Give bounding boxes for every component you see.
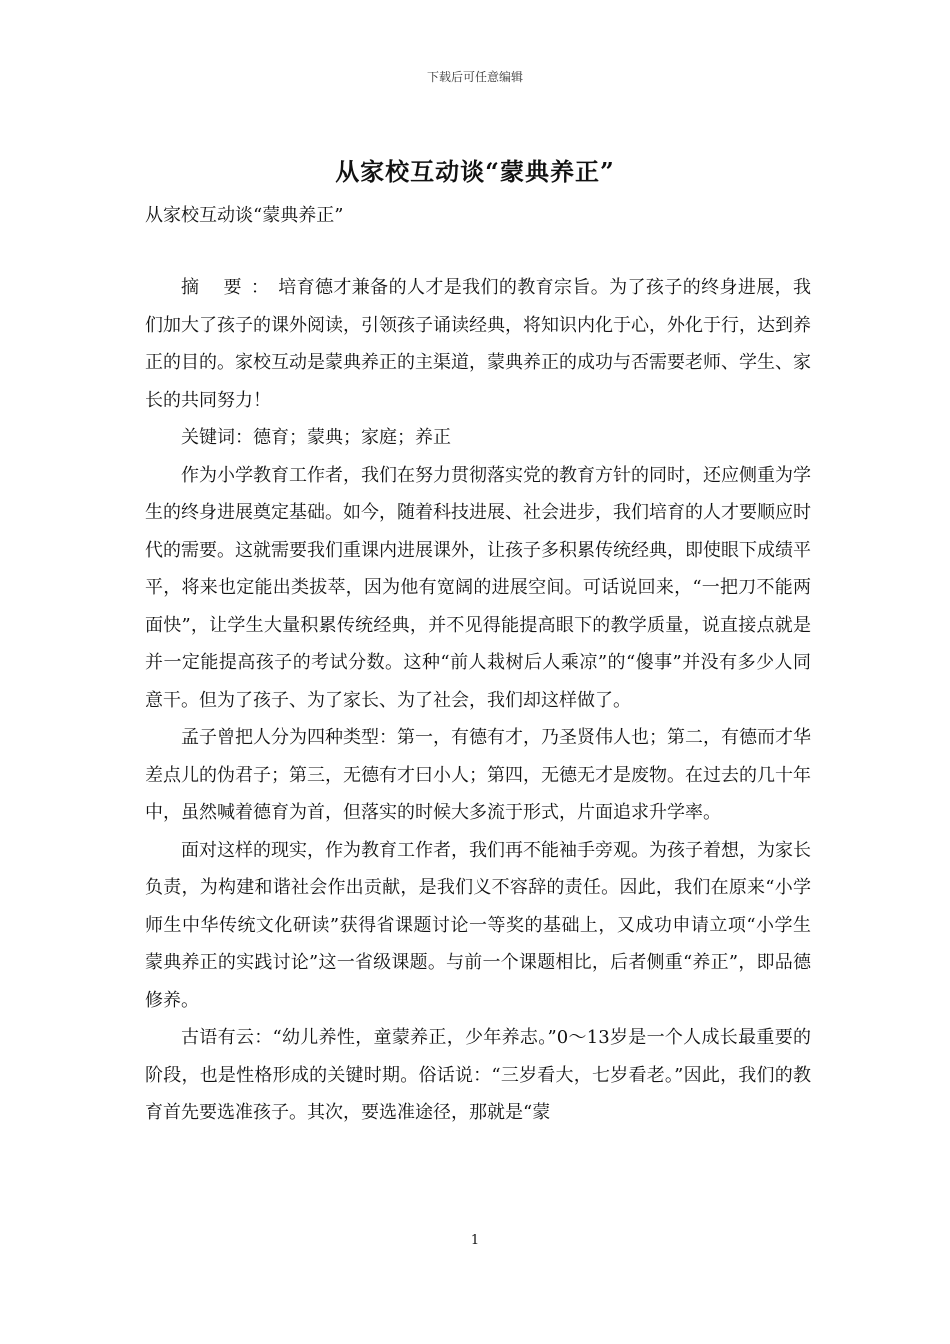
keywords-line: 关键词：德育；蒙典；家庭；养正 [181,427,451,448]
document-body [145,269,811,1132]
page-header-note: 下载后可任意编辑 [426,70,523,84]
document-subtitle: 从家校互动谈“蒙典养正” [145,205,344,226]
abstract-text: 培育德才兼备的人才是我们的教育宗旨。为了孩子的终身进展，我们加大了孩子的课外阅读，引领孩子诵读经典，将知识内化于心，外化于行，达到养正的目的。家校互动是蒙典养正的主渠道，蒙典养正的成功与否需要老师、学生、家长的共同努力！ [145,277,811,411]
abstract-paragraph [145,269,811,419]
body-paragraph-2: 孟子曾把人分为四种类型：第一，有德有才，乃圣贤伟人也；第二，有德而才华差点儿的伪君子；第三，无德有才曰小人；第四，无德无才是废物。在过去的几十年中，虽然喊着德育为首，但落实的时候大多流于形式，片面追求升学率。 [145,727,811,823]
body-paragraph-4: 古语有云：“幼儿养性，童蒙养正，少年养志。”0～13岁是一个人成长最重要的阶段，也是性格形成的关键时期。俗话说：“三岁看大，七岁看老。”因此，我们的教育首先要选准孩子。其次，要选准途径，那就是“蒙 [145,1027,811,1123]
body-paragraph-1: 作为小学教育工作者，我们在努力贯彻落实党的教育方针的同时，还应侧重为学生的终身进展奠定基础。如今，随着科技进展、社会进步，我们培育的人才要顺应时代的需要。这就需要我们重课内进展课外，让孩子多积累传统经典，即使眼下成绩平平，将来也定能出类拔萃，因为他有宽阔的进展空间。可话说回来，“一把刀不能两面快”，让学生大量积累传统经典，并不见得能提高眼下的教学质量，说直接点就是并一定能提高孩子的考试分数。这种“前人栽树后人乘凉”的“傻事”并没有多少人同意干。但为了孩子、为了家长、为了社会，我们却这样做了。 [145,464,811,711]
body-paragraph-3: 面对这样的现实，作为教育工作者，我们再不能袖手旁观。为孩子着想，为家长负责，为构建和谐社会作出贡献，是我们义不容辞的责任。因此，我们在原来“小学师生中华传统文化研读”获得省课题讨论一等奖的基础上，又成功申请立项“小学生蒙典养正的实践讨论”这一省级课题。与前一个课题相比，后者侧重“养正”，即品德修养。 [145,839,811,1011]
page-number: 1 [470,1233,480,1248]
abstract-label: 摘 要： [181,277,279,298]
document-title: 从家校互动谈“蒙典养正” [335,157,615,186]
